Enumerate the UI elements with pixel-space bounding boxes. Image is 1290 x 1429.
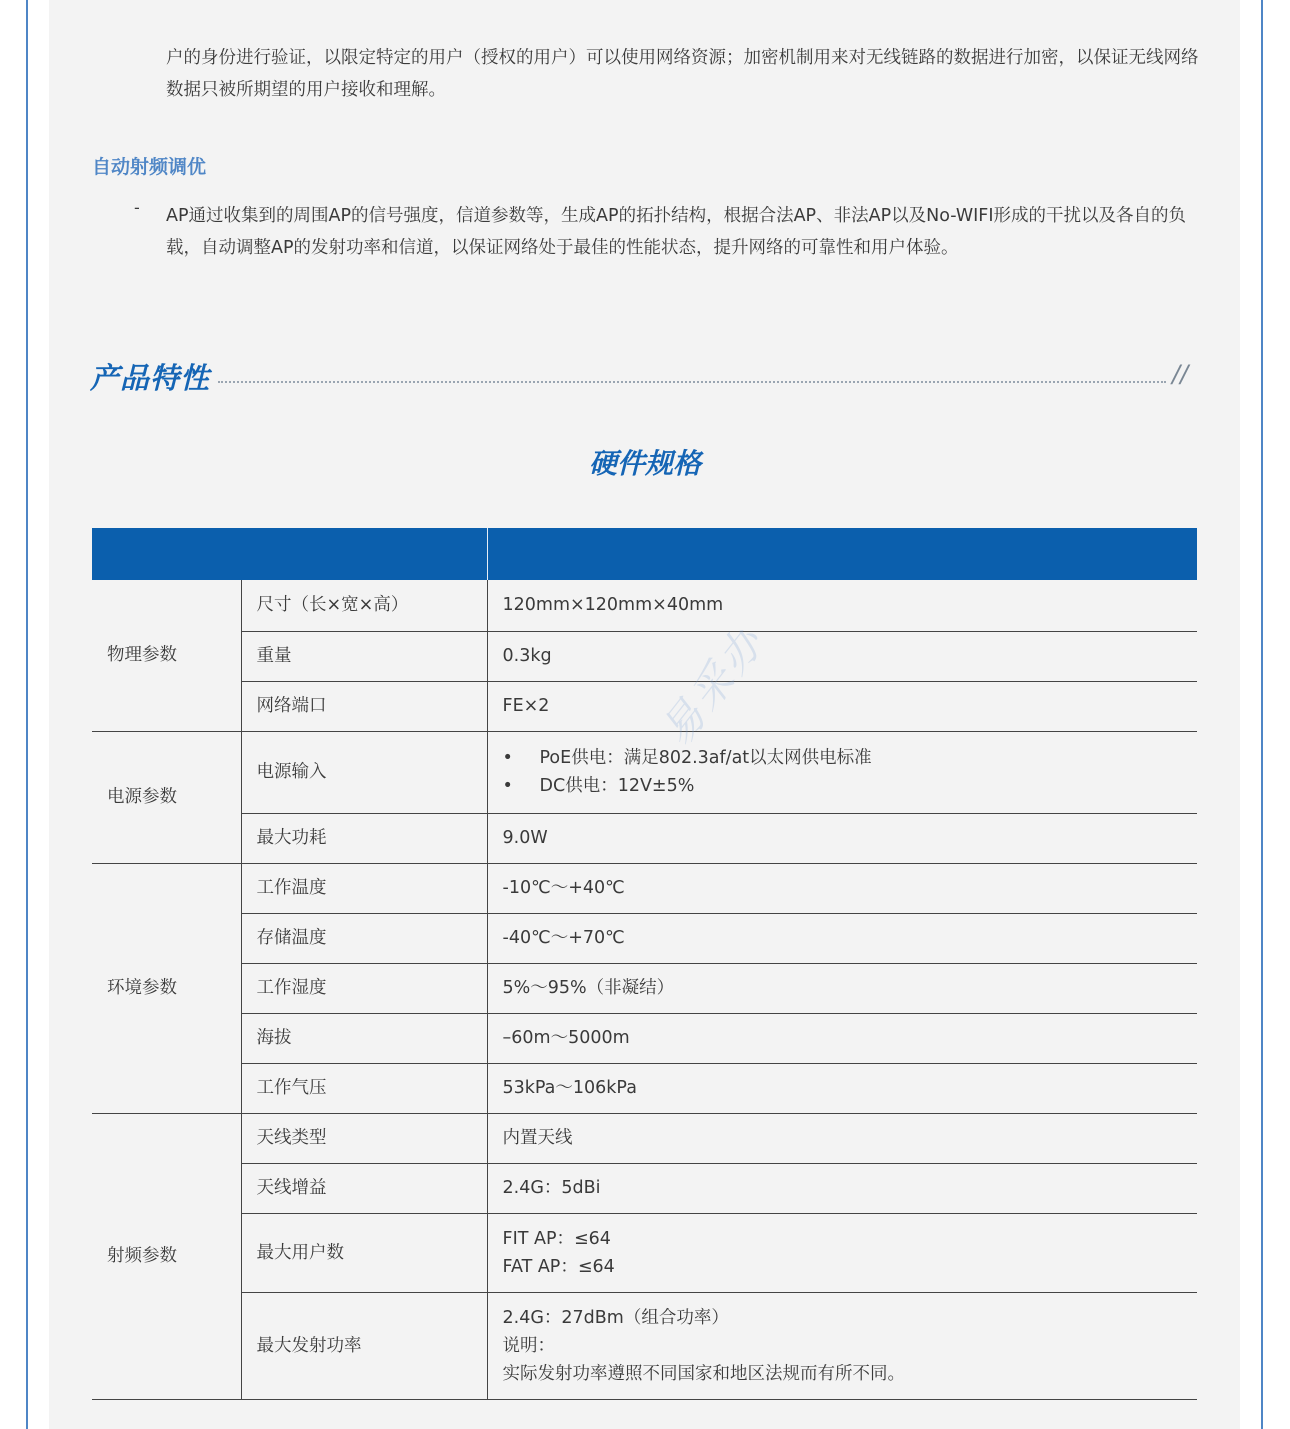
table-row bbox=[92, 681, 1197, 731]
category-cell: 环境参数 bbox=[92, 863, 241, 1113]
intro-paragraph: 户的身份进行验证，以限定特定的用户（授权的用户）可以使用网络资源；加密机制用来对无线链路的数据进行加密，以保证无线网络数据只被所期望的用户接收和理解。 bbox=[166, 48, 1199, 100]
spec-value-line: 0.3kg bbox=[502, 646, 552, 666]
table-row bbox=[92, 1163, 1197, 1213]
table-row bbox=[92, 963, 1197, 1013]
category-cell: 射频参数 bbox=[92, 1113, 241, 1399]
spec-value-cell bbox=[487, 1213, 1197, 1292]
table-row bbox=[92, 1013, 1197, 1063]
table-row bbox=[92, 731, 1197, 813]
table-row bbox=[92, 1213, 1197, 1292]
rf-tuning-heading: 自动射频调优 bbox=[92, 156, 207, 178]
spec-value-line: 5%～95%（非凝结） bbox=[502, 978, 675, 998]
spec-value-line: 实际发射功率遵照不同国家和地区法规而有所不同。 bbox=[502, 1363, 905, 1384]
spec-table-title: 硬件规格 bbox=[588, 447, 701, 480]
section-title: 产品特性 bbox=[90, 361, 211, 395]
spec-label-cell: 最大功耗 bbox=[241, 813, 487, 863]
spec-value-cell bbox=[487, 1063, 1197, 1113]
spec-value-cell bbox=[487, 1013, 1197, 1063]
hardware-spec-table bbox=[92, 528, 1197, 1400]
table-row bbox=[92, 1292, 1197, 1399]
spec-label-cell: 电源输入 bbox=[241, 731, 487, 813]
spec-label-cell: 海拔 bbox=[241, 1013, 487, 1063]
spec-bullet-text: PoE供电：满足802.3af/at以太网供电标准 bbox=[539, 748, 872, 768]
spec-bullet-line bbox=[503, 772, 1183, 800]
spec-bullet-text: DC供电：12V±5% bbox=[539, 776, 695, 796]
spec-label-cell: 尺寸（长×宽×高） bbox=[241, 580, 487, 631]
spec-value-line: FIT AP：≤64 bbox=[502, 1228, 611, 1249]
spec-value-line: FE×2 bbox=[502, 696, 550, 716]
spec-label-cell: 重量 bbox=[241, 631, 487, 681]
spec-value-cell bbox=[487, 631, 1197, 681]
category-cell: 物理参数 bbox=[92, 580, 241, 731]
table-row bbox=[92, 813, 1197, 863]
rf-tuning-paragraph: AP通过收集到的周围AP的信号强度，信道参数等，生成AP的拓扑结构，根据合法AP、非法AP以及No-WIFI形成的干扰以及各自的负载，自动调整AP的发射功率和信道，以保证网络处于最佳的性能状态，提升网络的可靠性和用户体验。 bbox=[166, 206, 1187, 258]
table-row bbox=[92, 580, 1197, 631]
spec-label-cell: 存储温度 bbox=[241, 913, 487, 963]
spec-bullet-line bbox=[503, 744, 1183, 772]
table-row bbox=[92, 863, 1197, 913]
spec-label-cell: 工作气压 bbox=[241, 1063, 487, 1113]
spec-value-cell bbox=[487, 863, 1197, 913]
spec-label-cell: 天线增益 bbox=[241, 1163, 487, 1213]
section-dotted-rule bbox=[218, 381, 1166, 383]
bullet-mark: • bbox=[502, 776, 513, 796]
section-end-mark: // bbox=[1172, 360, 1189, 388]
spec-label-cell: 工作湿度 bbox=[241, 963, 487, 1013]
spec-value-cell bbox=[487, 813, 1197, 863]
spec-value-cell bbox=[487, 913, 1197, 963]
spec-value-line: -10℃～+40℃ bbox=[502, 878, 625, 898]
spec-value-line: 9.0W bbox=[502, 828, 548, 848]
spec-label-cell: 天线类型 bbox=[241, 1113, 487, 1163]
spec-value-line: -40℃～+70℃ bbox=[502, 928, 625, 948]
spec-value-line: –60m～5000m bbox=[502, 1028, 630, 1048]
spec-value-cell bbox=[487, 681, 1197, 731]
table-header-cell-right bbox=[487, 528, 1197, 580]
right-page-rail bbox=[1261, 0, 1263, 1429]
spec-label-cell: 工作温度 bbox=[241, 863, 487, 913]
spec-value-cell bbox=[487, 1163, 1197, 1213]
table-header-row bbox=[92, 528, 1197, 580]
table-row bbox=[92, 1113, 1197, 1163]
spec-label-cell: 最大发射功率 bbox=[241, 1292, 487, 1399]
spec-value-line: FAT AP：≤64 bbox=[502, 1256, 615, 1277]
table-row bbox=[92, 1063, 1197, 1113]
spec-value-line: 53kPa～106kPa bbox=[502, 1078, 637, 1098]
table-row bbox=[92, 631, 1197, 681]
spec-value-line: 内置天线 bbox=[502, 1128, 573, 1148]
spec-value-cell bbox=[487, 580, 1197, 631]
spec-value-line: 120mm×120mm×40mm bbox=[502, 595, 724, 616]
watermark-text: 易采办 bbox=[651, 616, 775, 756]
spec-label-cell: 最大用户数 bbox=[241, 1213, 487, 1292]
rf-tuning-bullet-mark: - bbox=[134, 198, 140, 217]
spec-label-cell: 网络端口 bbox=[241, 681, 487, 731]
table-row bbox=[92, 913, 1197, 963]
spec-value-line: 2.4G：5dBi bbox=[502, 1178, 601, 1198]
spec-value-line: 2.4G：27dBm（组合功率） bbox=[502, 1307, 729, 1328]
spec-value-cell bbox=[487, 1292, 1197, 1399]
category-cell: 电源参数 bbox=[92, 731, 241, 863]
spec-value-cell bbox=[487, 1113, 1197, 1163]
spec-value-cell bbox=[487, 731, 1197, 813]
spec-value-line: 说明： bbox=[502, 1335, 555, 1356]
left-page-rail bbox=[26, 0, 28, 1429]
table-header-cell-left bbox=[92, 528, 487, 580]
bullet-mark: • bbox=[502, 748, 513, 768]
spec-value-cell bbox=[487, 963, 1197, 1013]
